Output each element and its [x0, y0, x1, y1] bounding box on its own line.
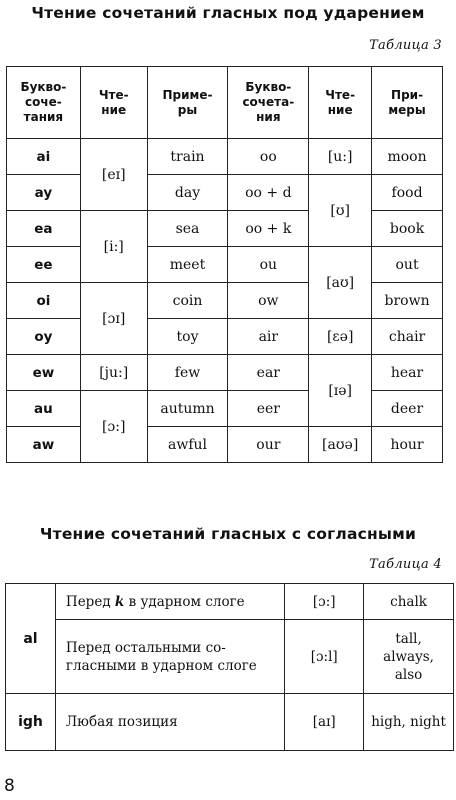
rule-letter: k	[114, 593, 125, 610]
header-reading-2: Чте- ние	[309, 67, 372, 139]
combo-cell-2: eer	[228, 391, 309, 427]
table-row	[6, 620, 454, 694]
reading-cell: [eɪ]	[80, 139, 147, 211]
example-cell-2: book	[372, 211, 443, 247]
table-row	[7, 175, 443, 211]
vowel-consonant-table	[5, 583, 454, 751]
header-combo-2: Букво- сочета- ния	[228, 67, 309, 139]
combo-cell: ew	[7, 355, 81, 391]
example-cell: chalk	[364, 584, 454, 620]
rule-text: Перед	[65, 593, 115, 610]
example-cell-2: deer	[372, 391, 443, 427]
table3-title: Чтение сочетаний гласных под ударением	[31, 4, 425, 22]
example-cell-2: chair	[372, 319, 443, 355]
header-reading: Чте- ние	[80, 67, 147, 139]
reading-cell-2: [ɛə]	[309, 319, 372, 355]
example-cell: high, night	[364, 694, 454, 751]
example-cell-2: food	[372, 175, 443, 211]
header-examples: Приме- ры	[147, 67, 228, 139]
combo-cell-2: our	[228, 427, 309, 463]
combo-cell: oy	[7, 319, 81, 355]
example-cell: tall, always, also	[364, 620, 454, 694]
example-cell: awful	[147, 427, 228, 463]
reading-cell: [ju:]	[80, 355, 147, 391]
example-cell-2: out	[372, 247, 443, 283]
table-row	[6, 584, 454, 620]
page-number: 8	[4, 776, 15, 796]
table-row	[7, 391, 443, 427]
reading-cell-2: [u:]	[309, 139, 372, 175]
reading-cell-2: [ɪə]	[309, 355, 372, 427]
combo-cell: au	[7, 391, 81, 427]
table-row	[7, 283, 443, 319]
combo-cell-2: ear	[228, 355, 309, 391]
table4-caption: Таблица 4	[369, 557, 442, 572]
table4-title: Чтение сочетаний гласных с согласными	[39, 525, 417, 543]
reading-cell: [ɔ:]	[80, 391, 147, 463]
header-examples-2: При- меры	[372, 67, 443, 139]
table-row	[6, 694, 454, 751]
table-header-row	[7, 67, 443, 139]
example-cell-2: brown	[372, 283, 443, 319]
reading-cell: [i:]	[80, 211, 147, 283]
table-row	[7, 139, 443, 175]
table3-caption: Таблица 3	[369, 38, 442, 53]
example-cell-2: hear	[372, 355, 443, 391]
example-cell: sea	[147, 211, 228, 247]
combo-cell: ai	[7, 139, 81, 175]
combo-cell: oi	[7, 283, 81, 319]
combo-cell: al	[6, 584, 56, 694]
reading-cell: [aɪ]	[285, 694, 364, 751]
rule-cell: Любая позиция	[55, 694, 284, 751]
example-cell: autumn	[147, 391, 228, 427]
combo-cell: ay	[7, 175, 81, 211]
combo-cell-2: oo + k	[228, 211, 309, 247]
table-row	[7, 355, 443, 391]
example-cell: train	[147, 139, 228, 175]
example-cell-2: hour	[372, 427, 443, 463]
example-cell: coin	[147, 283, 228, 319]
header-combo: Букво- соче- тания	[7, 67, 81, 139]
rule-cell: Перед остальными со-гласными в ударном слоге	[55, 620, 284, 694]
table-row	[7, 211, 443, 247]
combo-cell-2: air	[228, 319, 309, 355]
rule-cell	[55, 584, 284, 620]
example-cell: toy	[147, 319, 228, 355]
example-cell-2: moon	[372, 139, 443, 175]
reading-cell: [ɔɪ]	[80, 283, 147, 355]
combo-cell: igh	[6, 694, 56, 751]
combo-cell-2: ow	[228, 283, 309, 319]
table-row	[7, 427, 443, 463]
combo-cell: aw	[7, 427, 81, 463]
reading-cell-2: [ʊ]	[309, 175, 372, 247]
table-row	[7, 319, 443, 355]
table-row	[7, 247, 443, 283]
vowel-combinations-table	[6, 66, 443, 463]
example-cell: few	[147, 355, 228, 391]
reading-cell: [ɔ:l]	[285, 620, 364, 694]
reading-cell-2: [aʊə]	[309, 427, 372, 463]
reading-cell-2: [aʊ]	[309, 247, 372, 319]
combo-cell-2: ou	[228, 247, 309, 283]
combo-cell-2: oo + d	[228, 175, 309, 211]
rule-text: в ударном слоге	[124, 593, 245, 610]
reading-cell: [ɔ:]	[285, 584, 364, 620]
example-cell: day	[147, 175, 228, 211]
combo-cell-2: oo	[228, 139, 309, 175]
combo-cell: ee	[7, 247, 81, 283]
combo-cell: ea	[7, 211, 81, 247]
example-cell: meet	[147, 247, 228, 283]
